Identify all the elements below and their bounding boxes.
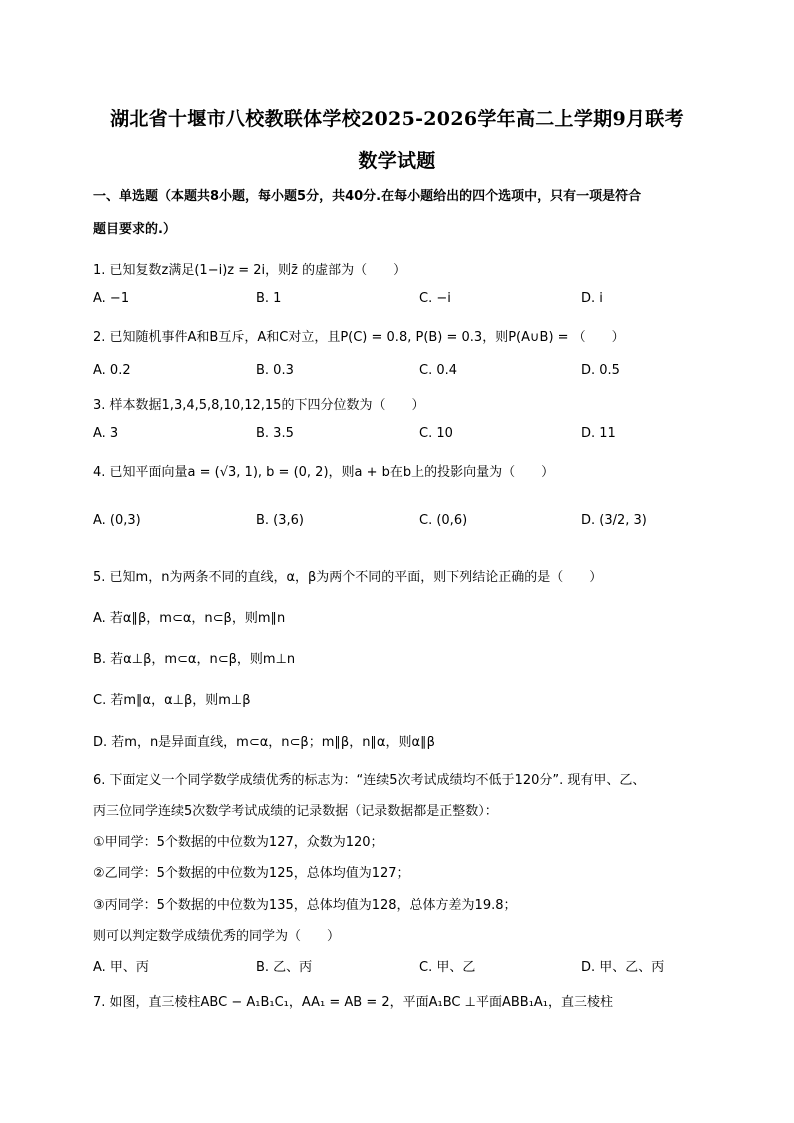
option-b: B. 若α⊥β，m⊂α，n⊂β，则m⊥n [93,652,296,667]
option-a: A. 甲、丙 [93,960,149,975]
option-b: B. 0.3 [256,363,294,378]
question-3-stem: 3. 样本数据1,3,4,5,8,10,12,15的下四分位数为（ ） [93,398,425,413]
question-4-options [93,513,713,533]
question-1-stem: 1. 已知复数z满足(1−i)z = 2i，则z̄ 的虚部为（ ） [93,263,407,278]
question-6-options [93,956,713,976]
option-b: B. 乙、丙 [256,960,313,975]
exam-subtitle: 数学试题 [358,150,436,172]
option-d: D. 若m，n是异面直线，m⊂α，n⊂β；m∥β，n∥α，则α∥β [93,735,435,750]
option-c: C. 10 [419,426,453,441]
question-7-stem: 7. 如图，直三棱柱ABC − A₁B₁C₁，AA₁ = AB = 2，平面A₁BC ⊥平面ABB₁A₁，直三棱柱 [93,995,614,1010]
question-2-options [93,363,713,383]
option-c: C. 0.4 [419,363,458,378]
question-6-item-1: ①甲同学：5个数据的中位数为127，众数为120； [93,835,384,850]
option-c: C. −i [419,291,451,306]
option-a: A. (0,3) [93,513,141,528]
question-2-stem: 2. 已知随机事件A和B互斥，A和C对立，且P(C) = 0.8, P(B) = 0.3，则P(A∪B) = （ ） [93,330,625,345]
option-b: B. (3,6) [256,513,305,528]
option-d: D. i [581,291,603,306]
option-a: A. −1 [93,291,130,306]
option-d: D. 11 [581,426,616,441]
question-4-stem: 4. 已知平面向量a = (√3, 1), b = (0, 2)，则a + b在b上的投影向量为（ ） [93,465,555,480]
option-d: D. 甲、乙、丙 [581,960,665,975]
question-6-item-3: ③丙同学：5个数据的中位数为135，总体均值为128，总体方差为19.8； [93,898,517,913]
option-c: C. (0,6) [419,513,468,528]
question-6-item-2: ②乙同学：5个数据的中位数为125，总体均值为127； [93,866,410,881]
option-c: C. 若m∥α，α⊥β，则m⊥β [93,693,251,708]
question-5-stem: 5. 已知m，n为两条不同的直线，α，β为两个不同的平面，则下列结论正确的是（ ） [93,570,603,585]
option-c: C. 甲、乙 [419,960,476,975]
option-b: B. 1 [256,291,282,306]
section-heading: 一、单选题（本题共8小题，每小题5分，共40分.在每小题给出的四个选项中，只有一项是符合 [93,189,642,204]
option-a: A. 0.2 [93,363,131,378]
option-a: A. 3 [93,426,119,441]
option-a: A. 若α∥β，m⊂α，n⊂β，则m∥n [93,611,286,626]
question-1-options [93,291,713,311]
section-heading-cont: 题目要求的.） [93,222,176,237]
option-b: B. 3.5 [256,426,294,441]
question-3-options [93,426,713,446]
option-d: D. 0.5 [581,363,620,378]
option-d: D. (3/2, 3) [581,513,647,528]
exam-title: 湖北省十堰市八校教联体学校2025-2026学年高二上学期9月联考 [110,108,684,130]
question-6-stem: 6. 下面定义一个同学数学成绩优秀的标志为：“连续5次考试成绩均不低于120分”. 现有甲、乙、 [93,773,646,788]
question-6-stem-cont: 丙三位同学连续5次数学考试成绩的记录数据（记录数据都是正整数）： [93,804,498,819]
question-6-question: 则可以判定数学成绩优秀的同学为（ ） [93,929,341,944]
